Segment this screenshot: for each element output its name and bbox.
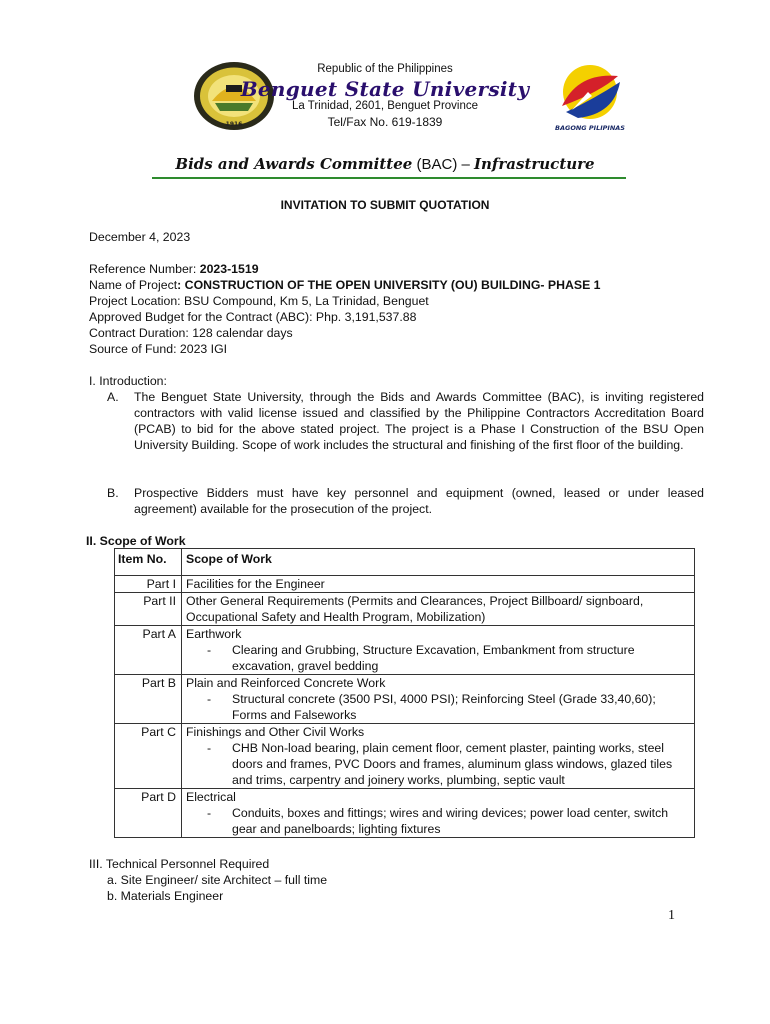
intro-a-text: The Benguet State University, through the Bids and Awards Committee (BAC), is inviting registered contractors with valid license issued and classified by the Philippine Contractors Accreditation Board (PCAB) to bid for the above stated project. The project is a Phase I Construction of the BSU Open University Building. Scope of work includes the structural and finishing of the first floor of the building. bbox=[134, 390, 704, 452]
bullet-dash: - bbox=[206, 643, 212, 657]
scope-detail: Conduits, boxes and fittings; wires and wiring devices; power load center, switch gear and panelboards; lighting fixtures bbox=[232, 806, 669, 836]
bullet-dash: - bbox=[206, 741, 212, 755]
personnel-item-a: a. Site Engineer/ site Architect – full time bbox=[107, 873, 328, 887]
telfax-line: Tel/Fax No. 619-1839 bbox=[327, 115, 443, 129]
bagong-label: BAGONG PILIPINAS bbox=[555, 124, 625, 132]
scope-title: Plain and Reinforced Concrete Work bbox=[186, 676, 386, 690]
introduction-heading: I. Introduction: bbox=[89, 374, 167, 388]
committee-heading bbox=[0, 155, 770, 173]
reference-number: Reference Number: 2023-1519 bbox=[89, 262, 259, 276]
col-scope-header: Scope of Work bbox=[182, 549, 695, 576]
scope-title: Finishings and Other Civil Works bbox=[186, 725, 365, 739]
document-title: INVITATION TO SUBMIT QUOTATION bbox=[280, 198, 490, 212]
header-divider bbox=[152, 177, 626, 179]
item-number: Part D bbox=[115, 789, 182, 838]
table-row bbox=[115, 675, 695, 724]
scope-title: Other General Requirements (Permits and Clearances, Project Billboard/ signboard, Occupational Safety and Health Program, Mobilization) bbox=[182, 593, 695, 626]
item-number: Part C bbox=[115, 724, 182, 789]
source-of-fund: Source of Fund: 2023 IGI bbox=[89, 342, 228, 356]
item-number: Part A bbox=[115, 626, 182, 675]
scope-detail: Clearing and Grubbing, Structure Excavation, Embankment from structure excavation, gravel bedding bbox=[232, 643, 635, 673]
scope-detail: Structural concrete (3500 PSI, 4000 PSI); Reinforcing Steel (Grade 33,40,60); Forms and Falseworks bbox=[232, 692, 656, 722]
page-number: 1 bbox=[668, 908, 675, 923]
technical-personnel-heading: III. Technical Personnel Required bbox=[89, 857, 270, 871]
scope-of-work-table bbox=[114, 548, 695, 838]
item-number: Part I bbox=[115, 576, 182, 593]
table-header-row bbox=[115, 549, 695, 576]
committee-unit: Infrastructure bbox=[474, 155, 595, 173]
table-row bbox=[115, 626, 695, 675]
table-row bbox=[115, 593, 695, 626]
table-row bbox=[115, 576, 695, 593]
university-address: La Trinidad, 2601, Benguet Province bbox=[291, 100, 479, 112]
scope-detail: CHB Non-load bearing, plain cement floor, cement plaster, painting works, steel doors and frames, PVC Doors and frames, aluminum glass windows, glazed tiles and trims, carpentry and joinery works, plumbing, septic vault bbox=[232, 741, 673, 787]
scope-title: Electrical bbox=[186, 790, 236, 804]
item-number: Part B bbox=[115, 675, 182, 724]
intro-b-marker: B. bbox=[107, 486, 119, 500]
table-row bbox=[115, 789, 695, 838]
committee-name: Bids and Awards Committee bbox=[175, 155, 413, 173]
approved-budget: Approved Budget for the Contract (ABC): Php. 3,191,537.88 bbox=[89, 310, 417, 324]
university-name: Benguet State University bbox=[240, 77, 530, 101]
item-number: Part II bbox=[115, 593, 182, 626]
project-location: Project Location: BSU Compound, Km 5, La Trinidad, Benguet bbox=[89, 294, 429, 308]
scope-heading: II. Scope of Work bbox=[86, 534, 186, 548]
col-item-header: Item No. bbox=[115, 549, 182, 576]
table-row bbox=[115, 724, 695, 789]
project-name: Name of Project: CONSTRUCTION OF THE OPEN UNIVERSITY (OU) BUILDING- PHASE 1 bbox=[89, 278, 601, 292]
intro-a-marker: A. bbox=[107, 390, 119, 404]
seal-year: 1916 bbox=[225, 121, 243, 128]
contract-duration: Contract Duration: 128 calendar days bbox=[89, 326, 293, 340]
scope-title: Earthwork bbox=[186, 627, 242, 641]
bullet-dash: - bbox=[206, 692, 212, 706]
bullet-dash: - bbox=[206, 806, 212, 820]
committee-abbrev: (BAC) – bbox=[412, 156, 474, 173]
personnel-item-b: b. Materials Engineer bbox=[107, 889, 224, 903]
intro-b-text: Prospective Bidders must have key personnel and equipment (owned, leased or under leased agreement) available for the prosecution of the project. bbox=[134, 486, 704, 516]
document-date: December 4, 2023 bbox=[89, 230, 191, 244]
republic-line: Republic of the Philippines bbox=[317, 63, 453, 75]
scope-title: Facilities for the Engineer bbox=[182, 576, 695, 593]
bagong-pilipinas-logo bbox=[548, 62, 632, 134]
